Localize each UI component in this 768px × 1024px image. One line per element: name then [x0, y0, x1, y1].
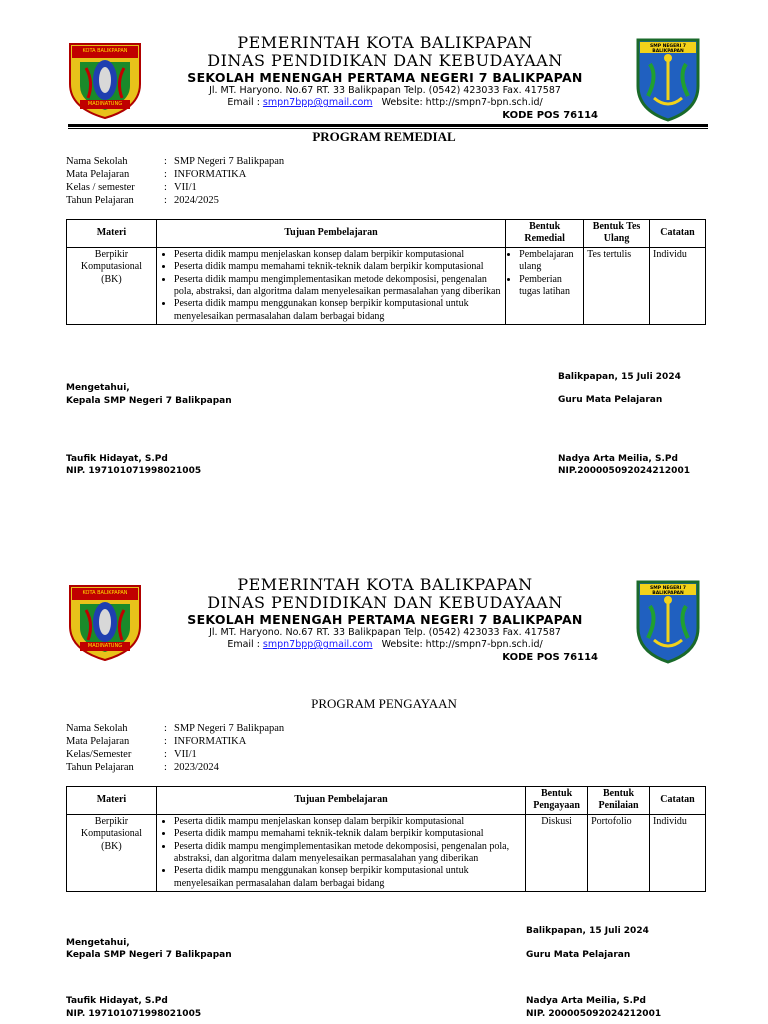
col-header: Catatan	[650, 787, 706, 815]
materi-cell: Berpikir Komputasional (BK)	[67, 814, 157, 891]
info-row: Mata Pelajaran : INFORMATIKA	[66, 736, 247, 747]
info-value: SMP Negeri 7 Balikpapan	[174, 156, 285, 167]
remedial-title: PROGRAM REMEDIAL	[312, 129, 456, 144]
header-line1: PEMERINTAH KOTA BALIKPAPAN	[237, 33, 533, 52]
penilaian-cell: Portofolio	[588, 814, 650, 891]
bentuk-remedial-cell	[506, 247, 584, 324]
materi-cell: Berpikir Komputasional (BK)	[67, 247, 157, 324]
col-header: Catatan	[650, 220, 706, 248]
emblem-text-bottom: MADINATUNG	[87, 101, 123, 107]
website-text: Website: http://smpn7-bpn.sch.id/	[381, 97, 543, 108]
header-school: SEKOLAH MENENGAH PERTAMA NEGERI 7 BALIKPAPAN	[187, 70, 583, 85]
col-header: Bentuk Pengayaan	[526, 787, 588, 815]
pengayaan-guru-title: Guru Mata Pelajaran	[526, 950, 631, 960]
info-label: Tahun Pelajaran	[66, 195, 134, 206]
info-label: Mata Pelajaran	[66, 169, 130, 180]
pengayaan-title: PROGRAM PENGAYAAN	[311, 696, 457, 711]
header-address: Jl. MT. Haryono. No.67 RT. 33 Balikpapan Telp. (0542) 423033 Fax. 417587	[209, 85, 561, 96]
remedial-kepala-nip: NIP. 197101071998021005	[66, 466, 202, 476]
info-row: Tahun Pelajaran : 2024/2025	[66, 195, 219, 206]
tujuan-item: • Peserta didik mampu menjelaskan konsep dalam berpikir komputasional	[174, 816, 522, 828]
header-contact	[150, 639, 620, 650]
info-row: Mata Pelajaran : INFORMATIKA	[66, 169, 247, 180]
info-label: Kelas/Semester	[66, 749, 132, 760]
email-label: Email :	[227, 97, 260, 108]
table-header-row	[67, 220, 706, 248]
header-rule-thick	[68, 124, 708, 127]
info-value: VII/1	[174, 749, 197, 760]
header-address: Jl. MT. Haryono. No.67 RT. 33 Balikpapan Telp. (0542) 423033 Fax. 417587	[209, 627, 561, 638]
tujuan-item: • Peserta didik mampu menggunakan konsep berpikir komputasional untuk menyelesaikan permasalahan dalam berbagai bidang	[174, 865, 522, 890]
remedial-mengetahui: Mengetahui,	[66, 383, 130, 393]
kode-pos: KODE POS 76114	[502, 652, 598, 663]
bentuk-pengayaan-cell: Diskusi	[526, 814, 588, 891]
pengayaan-kepala-name: Taufik Hidayat, S.Pd	[66, 996, 168, 1006]
tujuan-item: • Peserta didik mampu memahami teknik-teknik dalam berpikir komputasional	[174, 828, 522, 840]
info-label: Tahun Pelajaran	[66, 762, 134, 773]
header-line2: DINAS PENDIDIKAN DAN KEBUDAYAAN	[207, 51, 563, 70]
tujuan-item: • Peserta didik mampu memahami teknik-teknik dalam berpikir komputasional	[174, 261, 502, 273]
email-link[interactable]: smpn7bpp@gmail.com	[262, 97, 373, 108]
remedial-guru-title: Guru Mata Pelajaran	[558, 395, 663, 405]
table-row	[67, 814, 706, 891]
catatan-cell: Individu	[650, 814, 706, 891]
col-header: Materi	[67, 787, 157, 815]
tes-ulang-cell: Tes tertulis	[584, 247, 650, 324]
remedial-guru-nip: NIP.200005092024212001	[558, 466, 690, 476]
info-row: Nama Sekolah : SMP Negeri 7 Balikpapan	[66, 723, 285, 734]
col-header: Materi	[67, 220, 157, 248]
catatan-cell: Individu	[650, 247, 706, 324]
pengayaan-table	[66, 786, 706, 892]
website-text: Website: http://smpn7-bpn.sch.id/	[381, 639, 543, 650]
info-value: VII/1	[174, 182, 197, 193]
info-value: 2023/2024	[174, 762, 219, 773]
info-value: INFORMATIKA	[174, 736, 247, 747]
info-label: Nama Sekolah	[66, 723, 128, 734]
remedial-kepala-name: Taufik Hidayat, S.Pd	[66, 454, 168, 464]
tujuan-cell	[156, 247, 505, 324]
remedial-table	[66, 219, 706, 325]
info-row: Kelas/Semester : VII/1	[66, 749, 197, 760]
emblem-text-bottom: MADINATUNG	[87, 643, 123, 649]
col-header: Tujuan Pembelajaran	[156, 220, 505, 248]
info-value: INFORMATIKA	[174, 169, 247, 180]
school-emblem-text: SMP NEGERI 7 BALIKPAPAN	[649, 44, 687, 54]
letterhead	[0, 570, 768, 700]
info-value: SMP Negeri 7 Balikpapan	[174, 723, 285, 734]
table-row	[67, 247, 706, 324]
bentuk-item: • Pembelajaran ulang	[519, 249, 580, 274]
header-school: SEKOLAH MENENGAH PERTAMA NEGERI 7 BALIKPAPAN	[187, 612, 583, 627]
emblem-text-top: KOTA BALIKPAPAN	[82, 590, 128, 596]
email-link[interactable]: smpn7bpp@gmail.com	[262, 639, 373, 650]
table-header-row	[67, 787, 706, 815]
pengayaan-place-date: Balikpapan, 15 Juli 2024	[526, 926, 649, 936]
email-label: Email :	[227, 639, 260, 650]
emblem-text-top: KOTA BALIKPAPAN	[82, 48, 128, 54]
pengayaan-info	[66, 722, 284, 774]
col-header: Bentuk Penilaian	[588, 787, 650, 815]
pengayaan-guru-name: Nadya Arta Meilia, S.Pd	[526, 996, 646, 1006]
tujuan-cell	[156, 814, 525, 891]
remedial-guru-name: Nadya Arta Meilia, S.Pd	[558, 454, 678, 464]
header-line2: DINAS PENDIDIKAN DAN KEBUDAYAAN	[207, 593, 563, 612]
info-label: Nama Sekolah	[66, 156, 128, 167]
header-contact	[150, 97, 620, 108]
col-header: Tujuan Pembelajaran	[156, 787, 525, 815]
bentuk-item: • Pemberian tugas latihan	[519, 274, 580, 299]
col-header: Bentuk Tes Ulang	[584, 220, 650, 248]
info-label: Mata Pelajaran	[66, 736, 130, 747]
tujuan-item: • Peserta didik mampu mengimplementasikan metode dekomposisi, pengenalan pola, abstraksi, dan algoritma dalam menyelesaikan permasalahan yang diberikan	[174, 274, 502, 299]
remedial-place-date: Balikpapan, 15 Juli 2024	[558, 372, 681, 382]
info-row: Tahun Pelajaran : 2023/2024	[66, 762, 219, 773]
info-label: Kelas / semester	[66, 182, 135, 193]
tujuan-item: • Peserta didik mampu menjelaskan konsep dalam berpikir komputasional	[174, 249, 502, 261]
info-row: Nama Sekolah : SMP Negeri 7 Balikpapan	[66, 156, 285, 167]
pengayaan-kepala-nip: NIP. 197101071998021005	[66, 1009, 202, 1019]
pengayaan-mengetahui: Mengetahui,	[66, 938, 130, 948]
remedial-kepala-title: Kepala SMP Negeri 7 Balikpapan	[66, 396, 232, 406]
school-emblem-text: SMP NEGERI 7 BALIKPAPAN	[649, 586, 687, 596]
kode-pos: KODE POS 76114	[502, 110, 598, 121]
tujuan-item: • Peserta didik mampu mengimplementasikan metode dekomposisi, pengenalan pola, abstraksi, dan algoritma dalam menyelesaikan permasalahan yang diberikan	[174, 841, 522, 866]
tujuan-item: • Peserta didik mampu menggunakan konsep berpikir komputasional untuk menyelesaikan permasalahan dalam berbagai bidang	[174, 298, 502, 323]
pengayaan-guru-nip: NIP. 200005092024212001	[526, 1009, 662, 1019]
pengayaan-kepala-title: Kepala SMP Negeri 7 Balikpapan	[66, 950, 232, 960]
info-row: Kelas / semester : VII/1	[66, 182, 197, 193]
info-value: 2024/2025	[174, 195, 219, 206]
header-line1: PEMERINTAH KOTA BALIKPAPAN	[237, 575, 533, 594]
col-header: Bentuk Remedial	[506, 220, 584, 248]
remedial-info	[66, 155, 284, 207]
